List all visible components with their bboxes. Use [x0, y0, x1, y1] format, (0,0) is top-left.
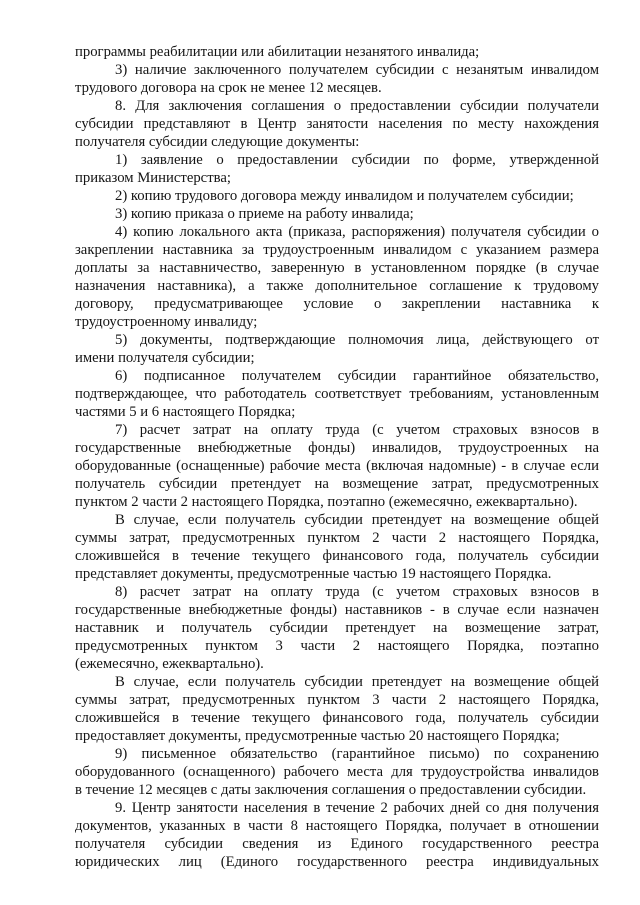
text-line: получатель субсидии претендует на возмещение затрат, предусмотренных — [75, 476, 599, 492]
text-line: представляет документы, предусмотренные частью 19 настоящего Порядка. — [75, 566, 552, 582]
text-line: частями 5 и 6 настоящего Порядка; — [75, 404, 296, 420]
doc-item-6-guarantee-obligation — [75, 367, 599, 421]
doc-item-1-application — [75, 151, 599, 187]
text-line: оборудованного (оснащенного) рабочего места для трудоустройства инвалидов — [75, 764, 599, 780]
doc-item-9-workplace-retention-letter — [75, 745, 599, 799]
doc-item-8-mentor-wage-calculation — [75, 583, 599, 673]
text-line: трудового договора на срок не менее 12 месяцев. — [75, 80, 382, 96]
text-line: (ежемесячно, ежеквартально). — [75, 656, 264, 672]
doc-item-3-hiring-order-copy — [75, 205, 599, 223]
text-line: наставник и получатель субсидии претендует на возмещение затрат, — [75, 620, 599, 636]
text-line: 9. Центр занятости населения в течение 2 рабочих дней со дня получения — [115, 800, 599, 816]
text-line: 9) письменное обязательство (гарантийное письмо) по сохранению — [115, 746, 599, 762]
text-line: имени получателя субсидии; — [75, 350, 255, 366]
text-line: 8. Для заключения соглашения о предоставлении субсидии получатели — [115, 98, 599, 114]
text-line: государственные внебюджетные фонды) инвалидов, трудоустроенных на — [75, 440, 599, 456]
doc-item-2-labor-contract-copy — [75, 187, 599, 205]
doc-item-7-disabled-wage-calculation — [75, 421, 599, 511]
text-line: предусмотренных пунктом 3 части 2 настоящего Порядка, поэтапно — [75, 638, 599, 654]
text-line: 6) подписанное получателем субсидии гарантийное обязательство, — [115, 368, 599, 384]
text-line: 1) заявление о предоставлении субсидии по форме, утвержденной — [115, 152, 599, 168]
text-line: 4) копию локального акта (приказа, распоряжения) получателя субсидии о — [115, 224, 599, 240]
text-line: подтверждающее, что работодатель соответствует требованиям, установленным — [75, 386, 599, 402]
text-line: 8) расчет затрат на оплату труда (с учетом страховых взносов в — [115, 584, 599, 600]
text-line: приказом Министерства; — [75, 170, 231, 186]
text-line: В случае, если получатель субсидии претендует на возмещение общей — [115, 674, 599, 690]
text-line: суммы затрат, предусмотренных пунктом 3 части 2 настоящего Порядка, — [75, 692, 599, 708]
document-body — [75, 43, 599, 871]
text-line: получателя субсидии следующие документы: — [75, 134, 360, 150]
doc-item-8-total-costs-note — [75, 673, 599, 745]
section-8-documents — [75, 97, 599, 151]
text-line: документов, указанных в части 8 настоящего Порядка, получает в отношении — [75, 818, 599, 834]
text-line: сложившейся в течение текущего финансового года, получатель субсидии — [75, 710, 599, 726]
paragraph-continuation — [75, 43, 599, 61]
text-line: назначения наставника), а также дополнительное соглашение к трудовому — [75, 278, 599, 294]
text-line: доплаты за наставничество, заверенную в установленном порядке (в случае — [75, 260, 599, 276]
text-line: 3) наличие заключенного получателем субсидии с незанятым инвалидом — [115, 62, 599, 78]
text-line: получателя субсидии сведения из Единого государственного реестра — [75, 836, 599, 852]
text-line: В случае, если получатель субсидии претендует на возмещение общей — [115, 512, 599, 528]
doc-item-5-authority-documents — [75, 331, 599, 367]
text-line: 2) копию трудового договора между инвалидом и получателем субсидии; — [115, 188, 574, 204]
text-line: 7) расчет затрат на оплату труда (с учетом страховых взносов в — [115, 422, 599, 438]
text-line: сложившейся в течение текущего финансового года, получатель субсидии — [75, 548, 599, 564]
text-line: суммы затрат, предусмотренных пунктом 2 части 2 настоящего Порядка, — [75, 530, 599, 546]
text-line: трудоустроенному инвалиду; — [75, 314, 258, 330]
text-line: предоставляет документы, предусмотренные частью 20 настоящего Порядка; — [75, 728, 560, 744]
text-line: в течение 12 месяцев с даты заключения соглашения о предоставлении субсидии. — [75, 782, 587, 798]
text-line: договору, предусматривающее условие о закреплении наставника к — [75, 296, 599, 312]
text-line: субсидии представляют в Центр занятости населения по месту нахождения — [75, 116, 599, 132]
item-3-employment-contract — [75, 61, 599, 97]
text-line: программы реабилитации или абилитации незанятого инвалида; — [75, 44, 480, 60]
text-line: юридических лиц (Единого государственного реестра индивидуальных — [75, 854, 599, 870]
doc-item-7-total-costs-note — [75, 511, 599, 583]
text-line: государственные внебюджетные фонды) наставников - в случае если назначен — [75, 602, 599, 618]
text-line: пунктом 2 части 2 настоящего Порядка, поэтапно (ежемесячно, ежеквартально). — [75, 494, 578, 510]
text-line: 5) документы, подтверждающие полномочия лица, действующего от — [115, 332, 599, 348]
text-line: закреплении наставника за трудоустроенным инвалидом с указанием размера — [75, 242, 599, 258]
text-line: 3) копию приказа о приеме на работу инвалида; — [115, 206, 414, 222]
section-9-registry-check — [75, 799, 599, 871]
doc-item-4-local-act-copy — [75, 223, 599, 331]
text-line: оборудованные (оснащенные) рабочие места (включая надомные) - в случае если — [75, 458, 599, 474]
